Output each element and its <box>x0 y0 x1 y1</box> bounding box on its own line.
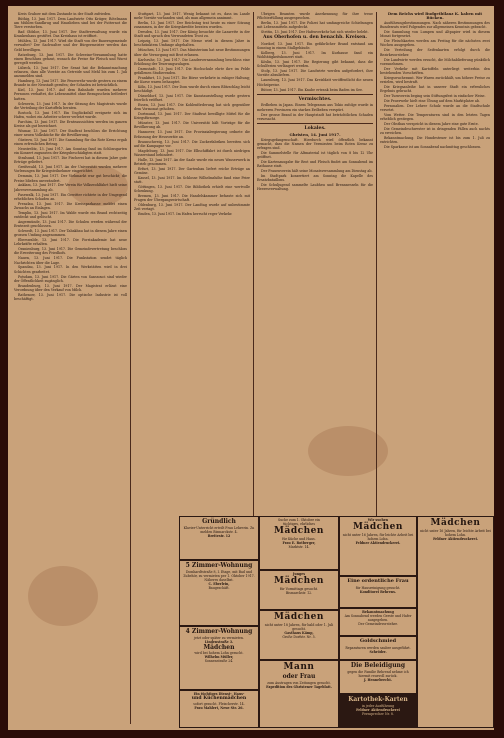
ad-piano-lessons <box>179 516 259 560</box>
article-paragraph: Bekanntmachung. Die Hundesteuer ist bis zum 1. Juli zu entrichten. <box>380 136 490 145</box>
ad-title: Die Beleidigung <box>350 662 406 669</box>
ad-text: in jeder Ausführung <box>361 703 395 708</box>
ad-text: wird bei hohem Lohn gesucht. <box>194 651 244 655</box>
ad-text: für Hausreinigung gesucht. <box>355 585 401 590</box>
ad-big: Mann <box>283 662 315 672</box>
article-paragraph: Dortmund, 13. Juni 1917. Der Stadtrat bewilligte Mittel für die Kriegsfürsorge. <box>134 112 250 121</box>
ad-text: nicht unter 18 Jahren, für bald oder 1. Juli gesucht. <box>264 623 334 631</box>
ad-text: für Vormittags gesucht. <box>279 587 319 591</box>
section-heading: Vermischtes. <box>298 96 332 102</box>
article-paragraph: Brandenburg, 13. Juni 1917. Der Magistrat erlässt eine Verordnung über den Verkauf von Milch. <box>14 283 127 292</box>
article-paragraph: Potsdam, 13. Juni 1917. Die Gärten von Sanssouci sind wieder der Öffentlichkeit zugänglich. <box>14 274 127 283</box>
article-paragraph: Der Obstbau verspricht in diesem Jahre eine gute Ernte. <box>384 122 479 127</box>
article-paragraph: Kassel, 13. Juni 1917. Im Schlosse Wilhelmshöhe fand eine Feier statt. <box>134 175 250 185</box>
ad-text: jetzt oder später zu vermieten. <box>194 635 244 640</box>
article-paragraph: Berlin, 13. Juni 1917. Die Polizei hat umfangreiche Schiebungen mit Lebensmitteln aufgedeckt. <box>257 21 373 30</box>
article-paragraph: Bütow, 13. Juni 1917. Ein Knabe ertrank beim Baden im See. <box>261 87 364 92</box>
column-divider <box>130 12 131 724</box>
article-paragraph: Die Verteilung der Seifenkarten erfolgt durch die Bezirksvorsteher. <box>380 48 490 57</box>
ad-title: 4 Zimmer-Wohnung <box>185 628 253 635</box>
article-paragraph: Büthig, 13. Juni 1917. Dem Landwirte Otto Krüger, Rötelmann am Mühlen-Sandkrug und Hauslieben sind bei der Futternot die Tiere verstorben. <box>14 16 127 30</box>
section-date: Ghristen, 14. Juni 1917. <box>289 131 341 137</box>
article-paragraph: Rostock, 13. Juni 1917. Ein Unglücksfall ereignete sich im Hafen, wobei ein Arbeiter schwer verletzt wurde. <box>14 110 127 119</box>
ad-text: Domhardtstraße 8, I. Etage, mit Bad und Zubehör, zu vermieten per 1. Oktober 1917. <box>183 569 255 578</box>
ad-mid: oder Frau <box>282 673 316 680</box>
article-paragraph: München, 13. Juni 1917. Das Ministerium hat neue Bestimmungen über die Versorgung mit Brot erlassen. <box>134 48 250 57</box>
ad-name: J. Hennebrecht. <box>364 677 392 682</box>
article-paragraph: Die Fleischkarten werden am Freitag für die nächsten zwei Wochen ausgegeben. <box>380 39 490 48</box>
ad-title: Gründlich <box>202 518 236 525</box>
article-paragraph: Schwerin, 13. Juni 1917. In der Sitzung des Magistrats wurde die Verteilung der Kartoffeln beraten. <box>14 101 127 110</box>
ad-title: Junges <box>292 572 306 576</box>
article-paragraph: Karlsruhe, 13. Juni 1917. Die Landesversammlung beschloss eine Erhöhung der Teuerungszulagen. <box>134 57 250 66</box>
article-paragraph: Stralsund, 13. Juni 1917. Die Fischerei hat in diesem Jahre gute Erträge geliefert. <box>14 156 127 165</box>
article-paragraph: Leipzig, 13. Juni 1917. Die Messe wird in diesem Jahre in beschränktem Umfange abgehalten. <box>134 39 250 48</box>
article-paragraph: Angermünde, 13. Juni 1917. Die Schulen werden während der Erntezeit geschlossen. <box>14 219 127 229</box>
ad-text: Klavier-Unterricht erteilt Frau Lehrerin. Zu melden Bismarckstr. 4. <box>183 525 255 534</box>
ad-5-room-apartment <box>179 560 259 626</box>
article-paragraph: Halle, 13. Juni 1917. An der Saale wurde ein neues Wasserwerk in Betrieb genommen. <box>134 157 250 166</box>
article-paragraph: Spandau, 13. Juni 1917. In den Werkstätten wird in drei Schichten gearbeitet. <box>14 265 127 274</box>
ad-title: Kartothek-Karten <box>348 696 408 703</box>
ad-text: Am Sonnabend werden Gerste und Hafer ausgegeben. <box>344 614 412 622</box>
ad-title: Bekanntmachung <box>362 610 394 614</box>
ad-name: Konditorei Behrens. <box>359 589 397 594</box>
ad-big: Mädchen <box>274 612 324 622</box>
article-paragraph: Emden, 13. Juni 1917. Im Hafen herrscht reger Verkehr. <box>138 212 233 217</box>
article-paragraph: Anklam, 13. Juni 1917. Der Verein für Volkswohlfahrt hielt seine Jahresversammlung ab. <box>14 183 127 192</box>
column-4 <box>380 12 490 517</box>
article-paragraph: Göttingen, 13. Juni 1917. Die Bibliothek erhielt eine wertvolle Schenkung. <box>134 185 250 194</box>
ad-name: Feldner Aktiendruckerei. <box>433 537 478 541</box>
article-paragraph: Demmin, 13. Juni 1917. Der Viehmarkt war gut beschickt; die Preise blieben unverändert. <box>14 174 127 183</box>
article-paragraph: Die Landwirte werden ersucht, die Milchablieferung pünktlich vorzunehmen. <box>380 57 490 66</box>
ad-text: sofort gesucht. Fleischerstr. 14. <box>193 702 245 706</box>
ad-name: Frau E. Rotberger, <box>282 541 316 545</box>
article-paragraph: Stolp, 13. Juni 1917. Die Landwirte werden aufgefordert, ihre Vorräte abzuliefern. <box>257 69 373 78</box>
ad-sub: Expedition des Ghristener Tageblatt. <box>266 684 332 689</box>
ad-girls-wanted <box>339 516 417 576</box>
ad-girl-gasthaus <box>259 610 339 660</box>
ad-title: Suche zum 1. Oktober ein <box>278 518 320 522</box>
ad-right-column <box>417 516 494 728</box>
article-paragraph: Kriegsgefangenschaft. Hierdurch wird öffentlich bekannt gemacht, dass die Namen der Vermissten beim Roten Kreuz zu erfragen sind. <box>257 137 373 150</box>
article-paragraph: Essen, 13. Juni 1917. Die Kohlenförderung hat sich gegenüber dem Vormonat gehoben. <box>134 103 250 112</box>
article-paragraph: Stuttgart, 13. Juni 1917. Wenig bekannt ist es, dass im Lande mehr Vorräte vorhanden sind, als man allgemein annimmt. <box>134 12 250 21</box>
ad-4-room-apartment <box>179 626 259 690</box>
divider <box>257 94 373 95</box>
section-heading: Lokales. <box>304 125 326 131</box>
article-paragraph: Oldenburg, 13. Juni 1917. Der Landtag wurde auf unbestimmte Zeit vertagt. <box>134 203 250 212</box>
article-paragraph: Düsseldorf, 13. Juni 1917. Die Kunstausstellung wurde gestern feierlich eröffnet. <box>134 93 250 103</box>
ad-title: Wir suchen <box>367 518 389 522</box>
article-paragraph: Lübeck, 13. Juni 1917. Der Senat hat die Bekanntmachung erlassen, dass alle Vorräte an Getreide und Mehl bis zum 1. Juli anzumelden sind. <box>14 65 127 79</box>
ad-name: Frau Mahlert, Neue Str. 26. <box>194 706 244 710</box>
ad-big: Mädchen <box>274 576 324 586</box>
article-paragraph: Köslin, 13. Juni 1917. Die Regierung gibt bekannt, dass die Schulferien verlängert werden. <box>257 60 373 69</box>
ad-sub: Fernsprecher Nr. 8. <box>362 711 394 716</box>
article-paragraph: Pasewalk, 13. Juni 1917. Ein Gewitter richtete in der Umgegend erheblichen Schaden an. <box>14 192 127 201</box>
ad-text: nicht unter 16 Jahren, für leichte Arbeit bei hohem Lohn. <box>420 529 491 537</box>
article-paragraph: Berlin, 13. Juni 1917. Der Reichstag trat heute zu einer Sitzung zusammen, in der die Kriegskredite beraten wurden. <box>134 21 250 30</box>
article-paragraph: Hannover, 13. Juni 1917. Die Provinzialregierung ordnete die Erfassung der Heuvorräte an. <box>134 130 250 139</box>
newspaper-page <box>8 6 494 730</box>
ad-kitchen-maid <box>179 690 259 728</box>
ad-cleaning-woman <box>339 576 417 608</box>
article-paragraph: Der Verkehr mit Kartoffeln unterliegt weiterhin den bestehenden Vorschriften. <box>380 66 490 75</box>
ad-sub: Große Dorfstr. Nr. 5. <box>282 635 316 639</box>
ad-text: tüchtiges, ehrliches <box>283 522 315 526</box>
article-paragraph: Köln, 13. Juni 1917. Der Dom wurde durch einen Blitzschlag leicht beschädigt. <box>134 84 250 94</box>
ad-sub: Marktstr. 14. <box>288 545 310 549</box>
column-divider <box>253 12 254 517</box>
ad-sub: Sonnenstraße 24. <box>204 659 234 663</box>
article-paragraph: Ausführungsbestimmungen. Nach näheren Bestimmungen des Bundesrats wird Folgendes zur allgemeinen Kenntnis gebracht. <box>380 21 490 30</box>
article-paragraph: Templin, 13. Juni 1917. Im Walde wurde ein Brand rechtzeitig entdeckt und gelöscht. <box>14 210 127 219</box>
ad-big: Mädchen <box>430 518 481 528</box>
ad-announcement <box>339 608 417 636</box>
article-paragraph: Nordorf, 13. Juni 1917. Ein gefährlicher Brand entstand am Sonntag in einem Stallgebäude. <box>257 41 373 51</box>
ad-title: und Küchenmädchen <box>191 696 247 701</box>
ad-apology <box>339 660 417 694</box>
article-paragraph: Die Sparkasse ist am Sonnabend nachmittag geschlossen. <box>384 145 482 150</box>
column-1 <box>14 12 127 724</box>
article-paragraph: Kiel, 13. Juni 1917. Auf dem Bahnhofe wurden mehrere Personen verhaftet, die Lebensmittel ohne Bezugsschein befördert hatten. <box>14 88 127 101</box>
ad-index-cards <box>339 694 417 728</box>
ad-text: für Küche und Haus. <box>282 537 316 541</box>
article-paragraph: Kriegswucheramt. Wer Waren zurückhält, um höhere Preise zu erzielen, wird bestraft. <box>380 75 490 84</box>
article-paragraph: Der Turnverein beging sein Stiftungsfest in einfacher Weise. <box>384 93 486 98</box>
ad-goldsmith <box>339 636 417 660</box>
ad-sub: Baugeschäft. <box>208 585 230 590</box>
article-paragraph: Der Frauenverein hält seine Monatsversammlung am Dienstag ab. <box>261 169 373 174</box>
article-paragraph: Wismar, 13. Juni 1917. Der Stadtrat beschloss die Errichtung einer neuen Volksküche für die Bevölkerung. <box>14 128 127 137</box>
article-paragraph: Mühlen, 13. Juni 1917. Wird die Stadt von der Bauerngemeinde verwaltet? Der Sachwalter und der Bürgermeister werden das Geld bewilligen. <box>14 39 127 52</box>
article-paragraph: Kreis Grabow mit dem Zustande in der Stadt zufrieden. <box>18 12 112 16</box>
article-paragraph: Die Schuljugend sammelte Laubheu und Brennnesseln für die Heeresverwaltung. <box>257 183 373 192</box>
ad-title: Mädchen <box>203 643 235 651</box>
article-paragraph: Oranienburg, 13. Juni 1917. Die Gemeindevertretung beschloss die Erweiterung des Friedhofs. <box>14 247 127 256</box>
ad-address: Breitestr. 12 <box>207 533 231 538</box>
article-paragraph: Bremen, 13. Juni 1917. Die Handelskammer befasste sich mit Fragen der Übergangswirtschaft. <box>134 194 250 203</box>
article-paragraph: Darmstadt, 13. Juni 1917. Die Hochschule ehrte ihre im Felde gefallenen Studierenden. <box>134 66 250 75</box>
article-paragraph: Frankfurt, 13. Juni 1917. Die Börse verkehrte in ruhiger Haltung; die Kurse waren behauptet. <box>134 75 250 84</box>
article-paragraph: Die Kriegsanleihe hat in unserer Stadt ein erfreuliches Ergebnis gebracht. <box>380 84 490 94</box>
article-paragraph: Übrigen Beamten wurde Anerkennung für ihre treue Pflichterfüllung ausgesprochen. <box>257 12 373 21</box>
article-paragraph: Dresden, 13. Juni 1917. Der König besuchte die Lazarette in der Stadt und sprach den Verwundeten Trost zu. <box>134 30 250 39</box>
divider <box>257 123 373 124</box>
article-paragraph: Im Stadtpark konzertiert am Sonntag die Kapelle des Ersatzbataillons. <box>257 174 373 183</box>
article-paragraph: Die Gemeindeschwester ist in dringenden Fällen auch nachts zu erreichen. <box>380 127 490 136</box>
section-heading: Aus Oberhofen u. den benachb. Kreisen. <box>262 35 368 41</box>
ad-text: Reparaturen werden sauber ausgeführt. <box>345 645 411 650</box>
ad-title: Goldschmied <box>359 638 397 644</box>
article-paragraph: Bad Oldsloe, 13. Juni 1917. Der Stadtverwaltung wurde ein Krankenhaus gestiftet. Das Kreishaus ist eröffnet. <box>14 30 127 39</box>
article-paragraph: Prenzlau, 13. Juni 1917. Die Kreissparkasse meldet einen Zuwachs an Einlagen. <box>14 201 127 210</box>
column-3 <box>257 12 373 517</box>
ad-sub: Bismarckstr. 12. <box>285 591 313 595</box>
ad-title: 5 Zimmer-Wohnung <box>185 562 253 569</box>
article-paragraph: Erdbeben in Japan. Einem Telegramm aus Tokio zufolge wurde in mehreren Provinzen ein starkes Erdbeben verspürt. <box>257 103 373 112</box>
ad-name: Wilhelm Müller, <box>204 655 234 659</box>
article-paragraph: Parchim, 13. Juni 1917. Die Ernteaussichten werden im ganzen Kreise als gut bezeichnet. <box>14 119 127 128</box>
article-paragraph: Nauen, 13. Juni 1917. Die Funkstation sendet täglich Nachrichten über die Lage. <box>14 256 127 265</box>
article-paragraph: Braunschweig, 13. Juni 1917. Die Zuckerfabriken bereiten sich auf die Kampagne vor. <box>134 139 250 148</box>
article-paragraph: Stettin, 13. Juni 1917. Der Hafenverkehr hat sich wieder belebt. <box>261 30 369 35</box>
article-paragraph: Hamburg, 13. Juni 1917. Die Feuerwehr wurde gestern zu einem Brande in der Neustadt gerufen; der Schaden ist beträchtlich. <box>14 79 127 88</box>
column-header: Dem Reichs wird Budgetbilanz K. kaben mit Rücken. <box>387 12 483 21</box>
ad-big: Mädchen <box>353 522 403 532</box>
article-paragraph: Der grosse Brand in der Hauptstadt hat beträchtlichen Schaden verursacht. <box>257 112 373 121</box>
article-paragraph: Ratzeburg, 13. Juni 1917. Die Schweine-Versammlung hatte einen Beschluss gefasst, wonach die Preise für Fleisch und Wurst geregelt werden. <box>14 52 127 65</box>
ad-name: Gasthaus Kämp, <box>284 631 314 635</box>
article-paragraph: Schwedt, 13. Juni 1917. Der Tabakbau hat in diesem Jahre einen grossen Umfang angenommen. <box>14 229 127 238</box>
article-paragraph: Eberswalde, 13. Juni 1917. Die Forstakademie hat neue Lehrkräfte erhalten. <box>14 238 127 247</box>
article-paragraph: Lauenburg, 13. Juni 1917. Das Kreisblatt veröffentlicht die neuen Höchstpreise. <box>257 78 373 87</box>
ad-name: C. Eberlein, <box>208 581 230 586</box>
article-paragraph: Greifswald, 13. Juni 1917. An der Universität wurden mehrere Vorlesungen für Kriegsteilnehmer eingerichtet. <box>14 165 127 174</box>
ad-name: Der Gemeindevorsteher. <box>358 622 398 626</box>
article-paragraph: Die Feuerwehr hielt eine Übung auf dem Marktplatze ab. <box>384 98 481 103</box>
ad-paper-carrier <box>259 660 339 728</box>
article-paragraph: Die Sammelstelle für Altmaterial ist täglich von 8 bis 12 Uhr geöffnet. <box>257 150 373 160</box>
ad-title: Ein tüchtiges Dienst-, Haus- <box>193 692 245 696</box>
ad-text: nicht unter 16 Jahren, für leichte Arbeit bei hohem Lohn. <box>342 533 414 541</box>
article-paragraph: Die Sammlung von Lumpen und Altpapier wird in diesem Monat fortgesetzt. <box>380 30 490 39</box>
ad-text: gegen die Familie Behrend nehme ich hiermit reuevoll zurück. <box>347 669 409 678</box>
article-paragraph: Münster, 13. Juni 1917. Die Universität hält Vorträge für die Bevölkerung ab. <box>134 121 250 130</box>
article-paragraph: Personalien. Der Lehrer Schulz wurde an die Stadtschule versetzt. <box>380 103 490 113</box>
article-paragraph: Güstrow, 13. Juni 1917. Die Sammlung für das Rote Kreuz ergab einen erfreulichen Betrag. <box>14 137 127 147</box>
article-paragraph: Kolberg, 13. Juni 1917. Im Kurhause fand ein Wohltätigkeitskonzert statt. <box>257 51 373 60</box>
ad-name: Feldner Aktiendruckerei. <box>355 541 401 545</box>
ad-young-girl <box>259 570 339 610</box>
article-paragraph: Rathenow, 13. Juni 1917. Die optische Industrie ist voll beschäftigt. <box>14 292 127 301</box>
article-paragraph: Vom Wetter. Die Temperaturen sind in den letzten Tagen erheblich gestiegen. <box>380 113 490 122</box>
ad-big: Mädchen <box>274 526 324 536</box>
article-paragraph: Magdeburg, 13. Juni 1917. Die Elbschiffahrt ist durch niedrigen Wasserstand behindert. <box>134 148 250 157</box>
ad-text: zum Austragen von Zeitungen gesucht. <box>267 680 331 685</box>
ad-title: Eine ordentliche Frau <box>347 578 409 584</box>
article-paragraph: Neustrelitz, 13. Juni 1917. Am Sonntag fand im Schlossgarten ein Konzert zugunsten der Kriegsbeschädigten statt. <box>14 147 127 156</box>
ad-name: Schröder. <box>369 649 387 654</box>
ad-name: Feldner Aktiendruckerei <box>356 707 400 712</box>
ad-maid-october <box>259 516 339 570</box>
ad-text: Näheres daselbst. <box>204 577 234 582</box>
column-divider <box>376 12 377 517</box>
article-paragraph: Erfurt, 13. Juni 1917. Der Gartenbau liefert reiche Erträge an Gemüse. <box>134 166 250 176</box>
article-paragraph: Die Kartenausgabe für Brot und Fleisch findet am Sonnabend im Rathause statt. <box>257 160 373 169</box>
ad-address: Lindenstraße 3. <box>204 639 234 644</box>
